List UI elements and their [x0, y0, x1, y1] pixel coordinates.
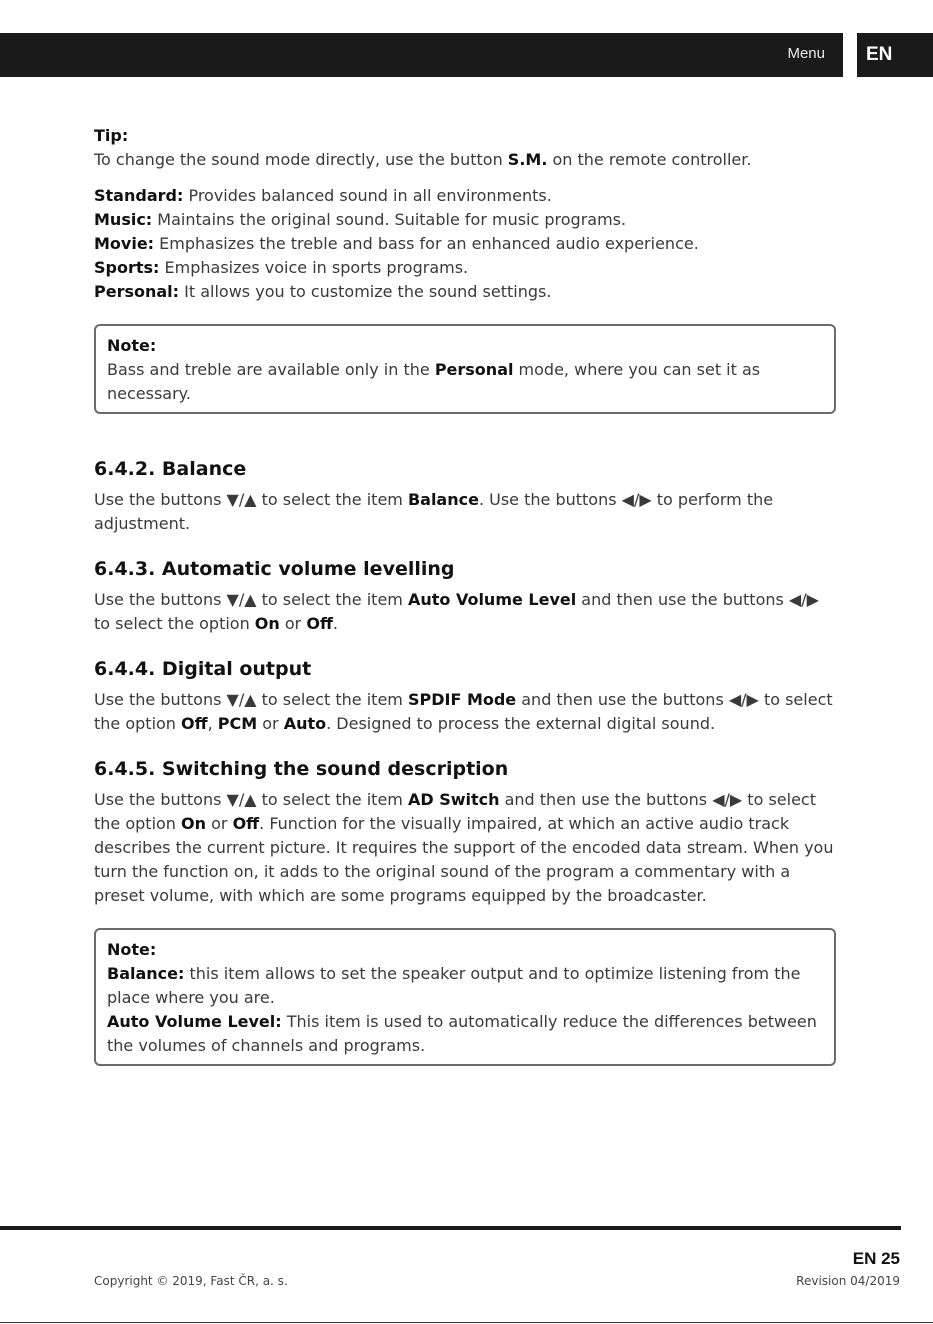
page-number: EN 25 — [852, 1249, 900, 1268]
mode-item: Sports: Emphasizes voice in sports programs. — [94, 258, 469, 277]
language-badge: EN — [857, 33, 933, 77]
section-heading-sound-description: 6.4.5. Switching the sound description — [94, 758, 509, 780]
section-heading-digital-output: 6.4.4. Digital output — [94, 658, 312, 680]
page-content — [94, 124, 839, 1066]
header-menu-label: Menu — [787, 45, 825, 62]
section-text-digital-output: Use the buttons ▼/▲ to select the item SPDIF Mode and then use the buttons ◀/▶ to select the option Off, PCM or Auto. Designed to process the external digital sound. — [94, 690, 833, 733]
note-item: Balance: this item allows to set the speaker output and to optimize listening from the place where you are. — [107, 964, 801, 1007]
footer-divider — [0, 1226, 901, 1230]
note-title: Note: — [107, 940, 157, 959]
section-heading-avl: 6.4.3. Automatic volume levelling — [94, 558, 455, 580]
mode-item: Music: Maintains the original sound. Suitable for music programs. — [94, 210, 627, 229]
tip-text: To change the sound mode directly, use the button S.M. on the remote controller. — [94, 150, 752, 169]
section-text-sound-description: Use the buttons ▼/▲ to select the item AD Switch and then use the buttons ◀/▶ to select the option On or Off. Function for the visually impaired, at which an active audio track describes the current picture. It requires the support of the encoded data stream. When you turn the function on, it adds to the original sound of the program a commentary with a preset volume, with which are some programs equipped by the broadcaster. — [94, 790, 834, 905]
tip-title: Tip: — [94, 126, 129, 145]
revision-text: Revision 04/2019 — [796, 1274, 900, 1288]
mode-item: Standard: Provides balanced sound in all environments. — [94, 186, 552, 205]
note-text: Bass and treble are available only in the Personal mode, where you can set it as necessary. — [107, 360, 761, 403]
section-text-avl: Use the buttons ▼/▲ to select the item Auto Volume Level and then use the buttons ◀/▶ to select the option On or Off. — [94, 590, 819, 633]
page-bottom-edge — [0, 1322, 933, 1323]
section-text-balance: Use the buttons ▼/▲ to select the item Balance. Use the buttons ◀/▶ to perform the adjustment. — [94, 490, 774, 533]
copyright-text: Copyright © 2019, Fast ČR, a. s. — [94, 1274, 288, 1288]
section-heading-balance: 6.4.2. Balance — [94, 458, 247, 480]
note-item: Auto Volume Level: This item is used to automatically reduce the differences between the volumes of channels and programs. — [107, 1012, 817, 1055]
sound-modes-list — [94, 184, 839, 304]
note-title: Note: — [107, 336, 157, 355]
sm-button-label: S.M. — [507, 150, 548, 169]
mode-item: Personal: It allows you to customize the sound settings. — [94, 282, 552, 301]
note-box-bass-treble — [94, 324, 836, 414]
mode-item: Movie: Emphasizes the treble and bass for an enhanced audio experience. — [94, 234, 699, 253]
note-box-balance-avl — [94, 928, 836, 1066]
header-bar — [0, 33, 843, 77]
